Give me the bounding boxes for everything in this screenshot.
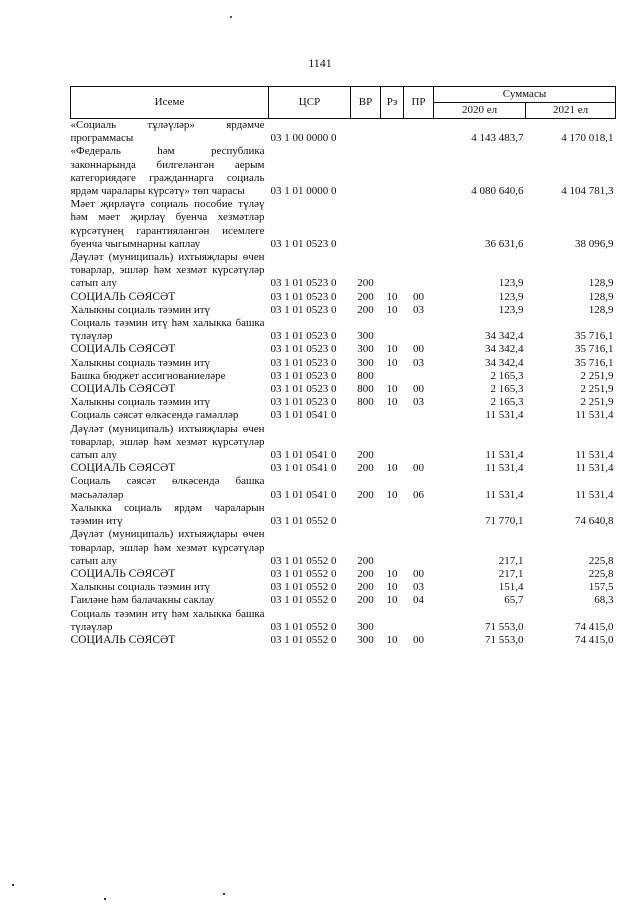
row-sum-2020: 11 531,4 (485, 409, 524, 422)
row-sum-2021: 74 640,8 (575, 515, 614, 528)
row-sum-2021: 128,9 (588, 303, 614, 316)
row-sum-2021: 4 104 781,3 (561, 185, 614, 198)
row-csr: 03 1 01 0523 0 (270, 369, 337, 382)
row-csr: 03 1 01 0523 0 (270, 343, 337, 356)
row-vr: 200 (357, 554, 374, 567)
row-vr: 200 (357, 277, 374, 290)
row-name: «Социаль тұләүләр» ярдәмче программасы (70, 119, 265, 145)
row-pr: 00 (413, 633, 424, 646)
row-name: Дәүләт (муниципаль) ихтыяҗлары өчен товарлар, эшләр һәм хезмәт күрсәтүләр сатып алу (70, 528, 265, 567)
row-pr (404, 198, 434, 251)
row-name: Гаиләне һәм балачакны саклау (70, 594, 215, 607)
row-vr: 200 (357, 488, 374, 501)
row-rz (381, 119, 404, 146)
table-row (71, 317, 616, 343)
row-name: СОЦИАЛЬ СӘЯСӘТ (70, 462, 176, 475)
row-vr (351, 198, 381, 251)
row-vr: 300 (357, 633, 374, 646)
row-pr: 03 (413, 396, 424, 409)
row-vr: 300 (357, 620, 374, 633)
header-name: Исеме (71, 87, 269, 119)
row-rz (381, 502, 404, 528)
row-csr: 03 1 01 0541 0 (270, 409, 337, 422)
row-name: СОЦИАЛЬ СӘЯСӘТ (70, 290, 176, 303)
row-name: Социаль сәясәт өлкәсендә башка мәсьәләләр (70, 475, 265, 501)
row-sum-2020: 34 342,4 (485, 343, 524, 356)
table-header (71, 87, 616, 119)
row-csr: 03 1 01 0523 0 (270, 277, 337, 290)
row-rz: 10 (386, 581, 398, 594)
row-pr (404, 502, 434, 528)
table-row (71, 608, 616, 634)
row-sum-2020: 123,9 (498, 303, 524, 316)
row-sum-2021: 2 251,9 (580, 383, 614, 396)
row-pr (404, 528, 434, 568)
row-sum-2020: 65,7 (504, 594, 524, 607)
row-name: Башка бюджет ассигнованиеләре (70, 369, 226, 382)
row-sum-2021: 68,3 (594, 594, 614, 607)
row-vr: 200 (357, 290, 374, 303)
row-sum-2021: 128,9 (588, 290, 614, 303)
row-name: Социаль сәясәт өлкәсендә гамәлләр (70, 409, 239, 422)
table-row (71, 634, 616, 647)
row-rz (381, 528, 404, 568)
row-sum-2021: 128,9 (588, 277, 614, 290)
row-vr: 200 (357, 581, 374, 594)
row-pr (404, 119, 434, 146)
row-sum-2021: 38 096,9 (575, 237, 614, 250)
table-row (71, 119, 616, 146)
row-csr: 03 1 01 0552 0 (270, 515, 337, 528)
row-sum-2020: 217,1 (498, 567, 524, 580)
row-csr: 03 1 01 0523 0 (270, 356, 337, 369)
row-csr: 03 1 01 0552 0 (270, 567, 337, 580)
header-year-2021: 2021 ел (526, 103, 616, 119)
row-vr: 200 (357, 567, 374, 580)
row-csr: 03 1 01 0552 0 (270, 554, 337, 567)
row-sum-2021: 35 716,1 (575, 330, 614, 343)
row-name: Халыкны социаль тәэмин итү (70, 356, 211, 369)
row-rz (381, 608, 404, 634)
budget-table (70, 86, 616, 647)
row-pr (404, 317, 434, 343)
row-sum-2021: 11 531,4 (575, 409, 614, 422)
row-sum-2021: 2 251,9 (580, 396, 614, 409)
row-vr (351, 119, 381, 146)
row-pr: 03 (413, 356, 424, 369)
row-sum-2020: 2 165,3 (490, 396, 524, 409)
header-pr: ПР (404, 87, 434, 119)
row-csr: 03 1 01 0552 0 (270, 620, 337, 633)
row-vr: 800 (357, 369, 374, 382)
row-vr (351, 409, 381, 422)
row-rz: 10 (386, 594, 398, 607)
table-row (71, 409, 616, 422)
row-sum-2020: 71 553,0 (485, 633, 524, 646)
row-pr: 00 (413, 290, 424, 303)
row-sum-2020: 123,9 (498, 277, 524, 290)
row-sum-2021: 74 415,0 (575, 633, 614, 646)
row-vr: 300 (357, 330, 374, 343)
table-row (71, 198, 616, 251)
row-rz (381, 251, 404, 291)
row-sum-2020: 217,1 (498, 554, 524, 567)
row-rz (381, 370, 404, 383)
row-name: СОЦИАЛЬ СӘЯСӘТ (70, 633, 176, 646)
row-pr (404, 251, 434, 291)
row-sum-2021: 35 716,1 (575, 356, 614, 369)
row-sum-2021: 4 170 018,1 (561, 132, 614, 145)
table-row (71, 568, 616, 581)
row-rz: 10 (386, 462, 398, 475)
header-year-2020: 2020 ел (434, 103, 526, 119)
row-pr (404, 370, 434, 383)
header-csr: ЦСР (269, 87, 351, 119)
row-sum-2020: 71 553,0 (485, 620, 524, 633)
row-sum-2021: 35 716,1 (575, 343, 614, 356)
row-name: СОЦИАЛЬ СӘЯСӘТ (70, 383, 176, 396)
row-csr: 03 1 01 0541 0 (270, 462, 337, 475)
row-rz: 10 (386, 396, 398, 409)
row-vr: 800 (357, 383, 374, 396)
row-vr: 300 (357, 343, 374, 356)
row-csr: 03 1 01 0541 0 (270, 488, 337, 501)
row-vr: 300 (357, 356, 374, 369)
row-pr: 06 (413, 488, 424, 501)
row-vr (351, 145, 381, 198)
row-name: СОЦИАЛЬ СӘЯСӘТ (70, 343, 176, 356)
row-pr (404, 409, 434, 422)
row-sum-2021: 11 531,4 (575, 462, 614, 475)
row-rz (381, 409, 404, 422)
row-sum-2021: 74 415,0 (575, 620, 614, 633)
row-rz: 10 (386, 567, 398, 580)
header-rz: Рз (381, 87, 404, 119)
row-sum-2021: 11 531,4 (575, 449, 614, 462)
header-vr: ВР (351, 87, 381, 119)
row-sum-2020: 151,4 (498, 581, 524, 594)
row-sum-2020: 4 143 483,7 (471, 132, 524, 145)
row-pr: 03 (413, 581, 424, 594)
row-csr: 03 1 01 0523 0 (270, 303, 337, 316)
table-row (71, 462, 616, 475)
row-pr (404, 423, 434, 463)
row-sum-2020: 11 531,4 (485, 488, 524, 501)
row-sum-2020: 11 531,4 (485, 462, 524, 475)
row-sum-2021: 11 531,4 (575, 488, 614, 501)
row-pr: 00 (413, 462, 424, 475)
row-rz (381, 317, 404, 343)
row-sum-2020: 123,9 (498, 290, 524, 303)
row-csr: 03 1 01 0000 0 (270, 185, 337, 198)
row-csr: 03 1 01 0552 0 (270, 581, 337, 594)
row-pr: 00 (413, 567, 424, 580)
row-name: Социаль тәэмин итү һәм халыкка башка түләүләр (70, 317, 265, 343)
row-name: СОЦИАЛЬ СӘЯСӘТ (70, 567, 176, 580)
table-row (71, 581, 616, 594)
row-csr: 03 1 01 0523 0 (270, 330, 337, 343)
row-rz: 10 (386, 303, 398, 316)
row-name: Дәүләт (муниципаль) ихтыяҗлары өчен товарлар, эшләр һәм хезмәт күрсәтүләр сатып алу (70, 251, 265, 290)
row-sum-2020: 4 080 640,6 (471, 185, 524, 198)
table-row (71, 304, 616, 317)
row-rz: 10 (386, 356, 398, 369)
row-rz (381, 423, 404, 463)
table-row (71, 370, 616, 383)
table-row (71, 528, 616, 568)
row-pr (404, 145, 434, 198)
row-name: «Федераль һәм республика законнарында билгеләнгән аерым категориядәге гражданнарга социаль ярдәм чаралары күрсәтү» төп чарасы (70, 145, 265, 198)
row-pr: 04 (413, 594, 424, 607)
row-name: Халыкны социаль тәэмин итү (70, 303, 211, 316)
row-csr: 03 1 01 0523 0 (270, 396, 337, 409)
row-sum-2021: 157,5 (588, 581, 614, 594)
row-rz: 10 (386, 383, 398, 396)
row-vr: 200 (357, 449, 374, 462)
row-name: Халыкка социаль ярдәм чараларын тәэмин итү (70, 501, 265, 528)
row-pr: 03 (413, 303, 424, 316)
table-row (71, 396, 616, 409)
table-row (71, 291, 616, 304)
row-vr: 200 (357, 594, 374, 607)
table-row (71, 357, 616, 370)
table-row (71, 145, 616, 198)
page-number: 1141 (308, 56, 332, 70)
table-row (71, 475, 616, 501)
row-sum-2020: 2 165,3 (490, 383, 524, 396)
row-rz (381, 198, 404, 251)
row-sum-2020: 34 342,4 (485, 356, 524, 369)
row-sum-2020: 71 770,1 (485, 515, 524, 528)
row-rz: 10 (386, 488, 398, 501)
row-sum-2021: 225,8 (588, 567, 614, 580)
row-name: Социаль тәэмин итү һәм халыкка башка түләүләр (70, 607, 265, 633)
row-vr: 800 (357, 396, 374, 409)
row-pr: 00 (413, 343, 424, 356)
row-sum-2020: 11 531,4 (485, 449, 524, 462)
row-rz: 10 (386, 343, 398, 356)
row-pr: 00 (413, 383, 424, 396)
row-name: Халыкны социаль тәэмин итү (70, 581, 211, 594)
row-csr: 03 1 01 0552 0 (270, 633, 337, 646)
row-csr: 03 1 01 0523 0 (270, 290, 337, 303)
table-row (71, 343, 616, 356)
row-sum-2020: 2 165,3 (490, 369, 524, 382)
row-sum-2021: 2 251,9 (580, 369, 614, 382)
row-name: Халыкны социаль тәэмин итү (70, 396, 211, 409)
row-pr (404, 608, 434, 634)
row-csr: 03 1 01 0541 0 (270, 449, 337, 462)
table-row (71, 423, 616, 463)
row-csr: 03 1 00 0000 0 (270, 132, 337, 145)
row-sum-2020: 34 342,4 (485, 330, 524, 343)
table-row (71, 594, 616, 607)
row-sum-2020: 36 631,6 (485, 237, 524, 250)
row-vr: 200 (357, 303, 374, 316)
row-vr: 200 (357, 462, 374, 475)
row-rz: 10 (386, 290, 398, 303)
header-sums: Суммасы (434, 87, 616, 103)
row-rz: 10 (386, 633, 398, 646)
row-csr: 03 1 01 0552 0 (270, 594, 337, 607)
row-vr (351, 502, 381, 528)
row-sum-2021: 225,8 (588, 554, 614, 567)
row-name: Дәүләт (муниципаль) ихтыяҗлары өчен товарлар, эшләр һәм хезмәт күрсәтүләр сатып алу (70, 422, 265, 462)
table-row (71, 383, 616, 396)
row-csr: 03 1 01 0523 0 (270, 237, 337, 250)
row-rz (381, 145, 404, 198)
row-name: Мәет җирләүгә социаль пособие түләү һәм мәет җирләү буенча хезмәтләр күрсәтүнең гарантияләнгән исемлеге буенча чыгымнарны каплау (70, 198, 265, 250)
table-row (71, 502, 616, 528)
table-row (71, 251, 616, 291)
row-csr: 03 1 01 0523 0 (270, 383, 337, 396)
table-body (71, 119, 616, 648)
